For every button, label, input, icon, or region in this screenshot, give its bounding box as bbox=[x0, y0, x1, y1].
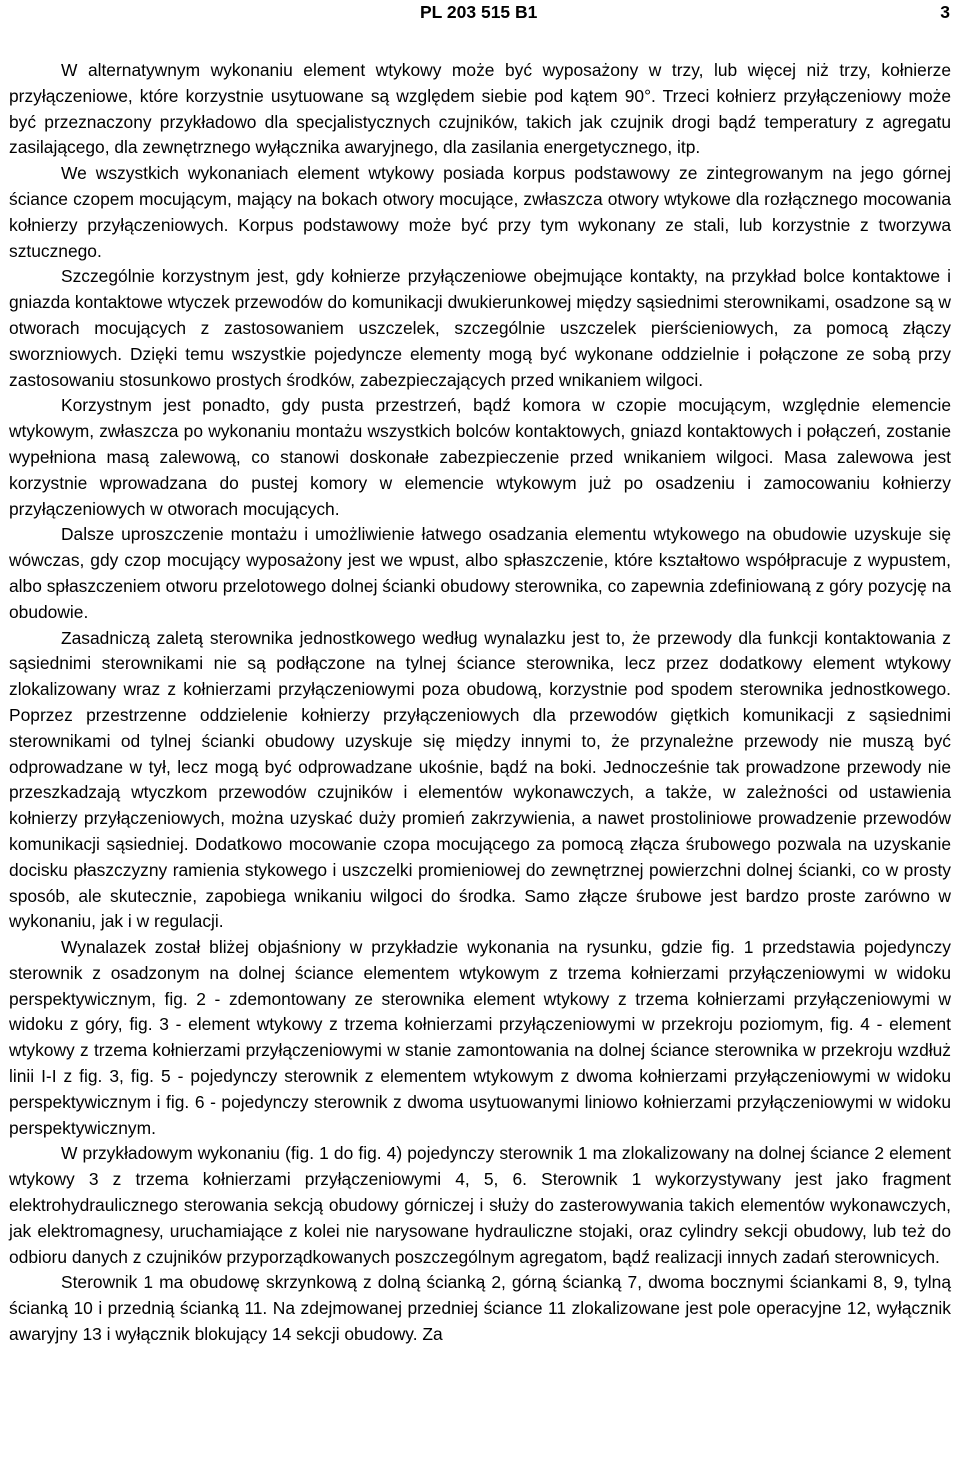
paragraph-advantages: Zasadniczą zaletą sterownika jednostkowego według wynalazku jest to, że przewody dla funkcji kontaktowania z sąsiednimi sterownikami nie są podłączone na tylnej ściance sterownika, lecz przez dodatkowy element wtykowy zlokalizowany wraz z kołnierzami przyłączeniowymi poza obudową, korzystnie pod spodem sterownika jednostkowego. Poprzez przestrzenne oddzielenie kołnierzy przyłączeniowych dla przewodów giętkich komunikacji z sąsiednimi sterownikami od tylnej ścianki obudowy uzyskuje się między innymi to, że przynależne przewody nie muszą być odprowadzane w tył, lecz mogą być odprowadzane ukośnie, bądź na boki. Jednocześnie tak prowadzone przewody nie przeszkadzają wtyczkom przewodów czujników i elementów wykonawczych, a także, w zależności od ustawienia kołnierzy przyłączeniowych, można uzyskać duży promień zakrzywienia, a nawet prostoliniowe prowadzenie przewodów komunikacji sąsiedniej. Dodatkowo mocowanie czopa mocującego za pomocą złącza śrubowego pozwala na uzyskanie docisku płaszczyzny ramienia stykowego i uszczelki promieniowej do zewnętrznej powierzchni dolnej ścianki, co w prosty sposób, ale skutecznie, zapobiega wnikaniu wilgoci do środka. Samo złącze śrubowe jest bardzo proste zarówno w wykonaniu, jak i w regulacji. bbox=[9, 627, 951, 932]
paragraph-figures-description: Wynalazek został bliżej objaśniony w przykładzie wykonania na rysunku, gdzie fig. 1 przedstawia pojedynczy sterownik z osadzonym na dolnej ściance elementem wtykowym z trzema kołnierzami przyłączeniowymi w widoku perspektywicznym, fig. 2 - zdemontowany ze sterownika element wtykowy z trzema kołnierzami przyłączeniowymi w widoku z góry, fig. 3 - element wtykowy z trzema kołnierzami przyłączeniowymi w przekroju poziomym, fig. 4 - element wtykowy z trzema kołnierzami przyłączeniowymi w stanie zamontowania na dolnej ściance sterownika w przekroju wzdłuż linii I-I z fig. 3, fig. 5 - pojedynczy sterownik z elementem wtykowym z dwoma kołnierzami przyłączeniowymi w widoku perspektywicznym i fig. 6 - pojedynczy sterownik z dwoma usytuowanymi liniowo kołnierzami przyłączeniowymi w widoku perspektywicznym. bbox=[9, 937, 951, 1138]
document-body bbox=[9, 58, 951, 1348]
page-header bbox=[8, 2, 952, 24]
paragraph-mounting: Dalsze uproszczenie montażu i umożliwienie łatwego osadzania elementu wtykowego na obudowie uzyskuje się wówczas, gdy czop mocujący wyposażony jest we wpust, albo spłaszczenie, które kształtowo współpracuje z wypustem, albo spłaszczeniem otworu przelotowego dolnej ścianki obudowy sterownika, co zapewnia zdefiniowaną z góry pozycję na obudowie. bbox=[9, 524, 951, 622]
paragraph-alternative-embodiment: W alternatywnym wykonaniu element wtykowy może być wyposażony w trzy, lub więcej niż trzy, kołnierze przyłączeniowe, które korzystnie usytuowane są względem siebie pod kątem 90°. Trzeci kołnierz przyłączeniowy może być przeznaczony przykładowo dla specjalistycznych czujników, takich jak czujnik drogi bądź temperatury z agregatu zasilającego, dla zewnętrznego wyłącznika awaryjnego, dla zasilania energetycznego, itp. bbox=[9, 60, 951, 158]
paragraph-housing: Sterownik 1 ma obudowę skrzynkową z dolną ścianką 2, górną ścianką 7, dwoma bocznymi ściankami 8, 9, tylną ścianką 10 i przednią ścianką 11. Na zdejmowanej przedniej ściance 11 zlokalizowane jest pole operacyjne 12, wyłącznik awaryjny 13 i wyłącznik blokujący 14 sekcji obudowy. Za bbox=[9, 1272, 951, 1345]
paragraph-example-embodiment: W przykładowym wykonaniu (fig. 1 do fig. 4) pojedynczy sterownik 1 ma zlokalizowany na dolnej ściance 2 element wtykowy 3 z trzema kołnierzami przyłączeniowymi 4, 5, 6. Sterownik 1 wykorzystywany jest jako fragment elektrohydraulicznego sterowania sekcją obudowy górniczej i służy do zasterowywania takich elementów wykonawczych, jak elektromagnesy, uruchamiające z kolei nie narysowane hydrauliczne stojaki, oraz cylindry sekcji obudowy, lub też do odbioru danych z czujników przyporządkowanych poszczególnym agregatom, bądź realizacji innych zadań sterownicych. bbox=[9, 1143, 951, 1267]
document-id: PL 203 515 B1 bbox=[420, 2, 538, 22]
paragraph-base-body: We wszystkich wykonaniach element wtykowy posiada korpus podstawowy ze zintegrowanym na jego górnej ściance czopem mocującym, mający na bokach otwory mocujące, zwłaszcza otwory wtykowe dla rozłącznego mocowania kołnierzy przyłączeniowych. Korpus podstawowy może być przy tym wykonany ze stali, lub korzystnie z tworzywa sztucznego. bbox=[9, 163, 951, 261]
paragraph-sealing: Szczególnie korzystnym jest, gdy kołnierze przyłączeniowe obejmujące kontakty, na przykład bolce kontaktowe i gniazda kontaktowe wtyczek przewodów do komunikacji dwukierunkowej między sąsiednimi sterownikami, osadzone są w otworach mocujących z zastosowaniem uszczelek, szczególnie uszczelek pierścieniowych, za pomocą złączy sworzniowych. Dzięki temu wszystkie pojedyncze elementy mogą być wykonane oddzielnie i połączone ze sobą przy zastosowaniu stosunkowo prostych środków, zabezpieczających przed wnikaniem wilgoci. bbox=[9, 266, 951, 390]
paragraph-potting-compound: Korzystnym jest ponadto, gdy pusta przestrzeń, bądź komora w czopie mocującym, względnie elemencie wtykowym, zwłaszcza po wykonaniu montażu wszystkich bolców kontaktowych, gniazd kontaktowych i połączeń, zostanie wypełniona masą zalewową, co stanowi doskonałe zabezpieczenie przed wnikaniem wilgoci. Masa zalewowa jest korzystnie wprowadzana do pustej komory w elemencie wtykowym już po osadzeniu i zamocowaniu kołnierzy przyłączeniowych w otworach mocujących. bbox=[9, 395, 951, 519]
page-number: 3 bbox=[940, 2, 950, 22]
